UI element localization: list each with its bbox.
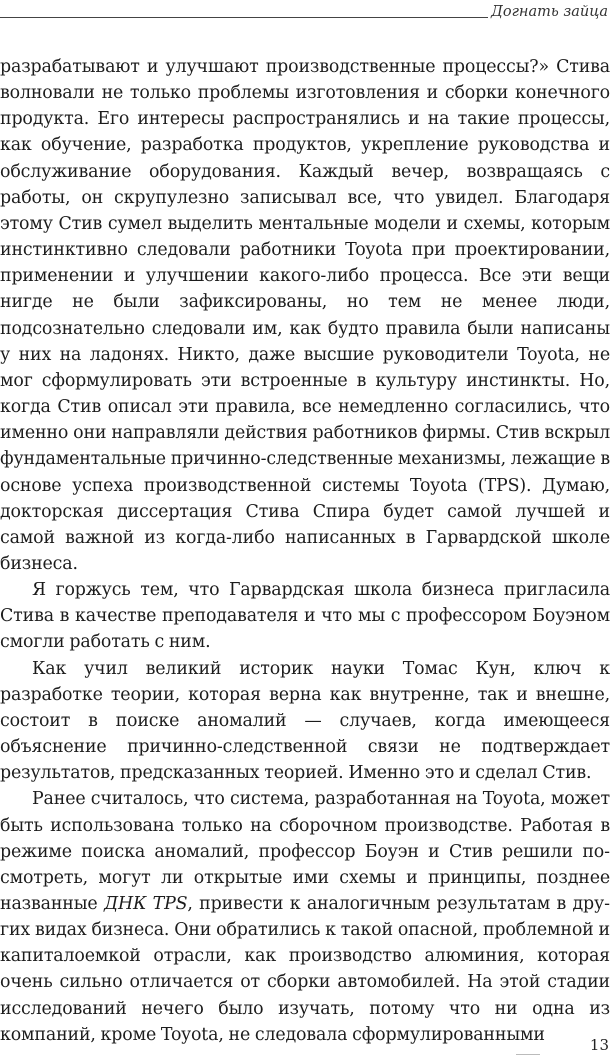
running-head xyxy=(0,2,612,24)
body-text xyxy=(0,54,610,1048)
paragraph-4-end: , привести к аналогичным результатам в других видах бизнеса. Они обратились к такой опасной, проблемной и капиталоемкой отрасли, как производство алюминия, которая очень сильно отличается от сборки автомобилей. На этой стадии исследований нечего было изучать, потому что ни одна из компаний, кроме Toyota, не следовала сформулированными xyxy=(0,894,610,1045)
page-number: 13 xyxy=(589,1036,609,1054)
running-head-title: Догнать зайца xyxy=(491,4,608,20)
dna-tps-term: ДНК TPS xyxy=(103,894,188,914)
footer-mark xyxy=(516,1054,540,1055)
paragraph-3: Как учил великий историк науки Томас Кун, ключ к разработке теории, которая верна как внутренне, так и внешне, состоит в поиске аномалий — случаев, когда имеющееся объяснение причинно-следственной связи не подтверждает результатов, предсказанных теорией. Именно это и сделал Стив. xyxy=(0,658,610,784)
paragraph-4-start: Ранее считалось, что система, разработанная на Toyota, может быть использована только на сборочном производстве. Работая в режиме поиска аномалий, профессор Боуэн и Стив решили посмотреть, могут ли открытые ими схемы и принципы, позднее названные xyxy=(0,789,610,914)
paragraph-4 xyxy=(0,786,610,1048)
paragraph-1: разрабатывают и улучшают производственные процессы?» Стива волновали не только проблемы изготовления и сборки конечного продукта. Его интересы распространялись и на такие процессы, как обучение, разработка продуктов, укрепление руководства и обслуживание оборудования. Каждый вечер, возвращаясь с работы, он скрупулезно записывал все, что увидел. Благодаря этому Стив сумел выделить ментальные модели и схемы, которым инстинктивно следовали работники Toyota при проектировании, применении и улучшении какого-либо процесса. Все эти вещи нигде не были зафиксированы, но тем не менее люди, подсознательно следовали им, как будто правила были написаны у них на ладонях. Никто, даже высшие руководители Toyota, не мог сформулировать эти встроенные в культуру инстинкты. Но, когда Стив описал эти правила, все немедленно согласились, что именно они направляли действия работников фирмы. Стив вскрыл фундаментальные причинно-следственные механизмы, лежащие в основе успеха производственной системы Toyota (TPS). Думаю, докторская диссертация Стива Спира будет самой лучшей и самой важной из когда-либо написанных в Гарвардской школе бизнеса. xyxy=(0,57,610,574)
header-rule xyxy=(0,17,488,18)
paragraph-2: Я горжусь тем, что Гарвардская школа бизнеса пригласила Стива в качестве преподавателя и что мы с профессором Боуэном смогли работать с ним. xyxy=(0,580,610,653)
